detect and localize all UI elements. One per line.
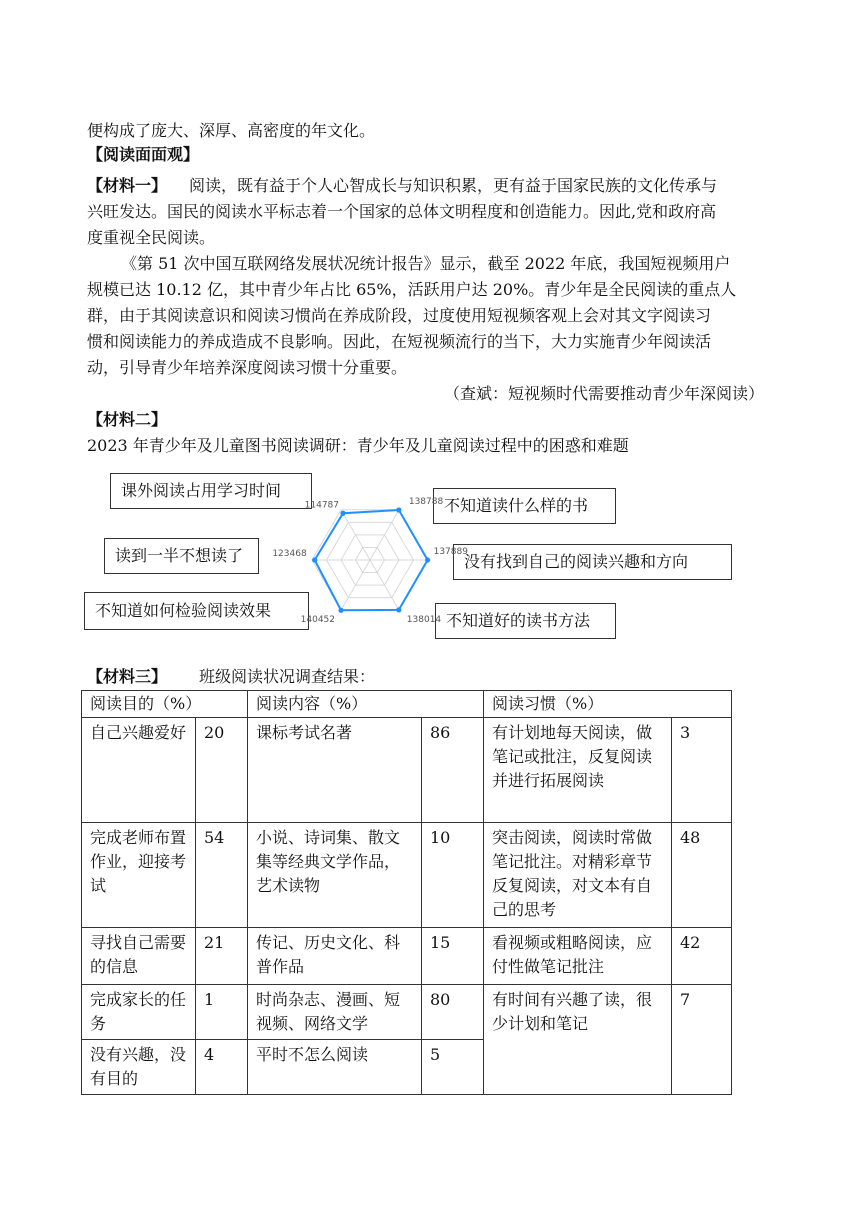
radar-label-what-books: 不知道读什么样的书 xyxy=(433,488,616,524)
material-two-title: 2023 年青少年及儿童图书阅读调研：青少年及儿童阅读过程中的困惑和难题 xyxy=(87,436,629,455)
radar-value-label: 123468 xyxy=(272,549,307,559)
radar-value-label: 114787 xyxy=(304,500,340,511)
content-value: 5 xyxy=(422,1040,484,1095)
purpose-value: 54 xyxy=(196,823,248,928)
habit-text: 突击阅读，阅读时常做笔记批注。对精彩章节反复阅读，对文本有自己的思考 xyxy=(484,823,672,928)
habit-value: 48 xyxy=(672,823,732,928)
radar-point xyxy=(396,607,401,612)
header-purpose: 阅读目的（%） xyxy=(82,691,248,718)
material-one-line-8: 动，引导青少年培养深度阅读习惯十分重要。 xyxy=(87,358,408,377)
purpose-value: 21 xyxy=(196,928,248,985)
header-content: 阅读内容（%） xyxy=(248,691,484,718)
material-three-label: 【材料三】 xyxy=(87,667,168,686)
content-text: 传记、历史文化、科普作品 xyxy=(248,928,422,985)
header-habit: 阅读习惯（%） xyxy=(484,691,732,718)
purpose-value: 1 xyxy=(196,985,248,1040)
material-one-line-2: 兴旺发达。国民的阅读水平标志着一个国家的总体文明程度和创造能力。因此,党和政府高 xyxy=(87,202,717,221)
table-header-row xyxy=(82,691,732,718)
material-three-title: 班级阅读状况调查结果： xyxy=(199,667,376,686)
radar-value-label: 138788 xyxy=(408,496,444,507)
section-title: 【阅读面面观】 xyxy=(87,145,200,164)
material-one-source: （查斌：短视频时代需要推动青少年深阅读） xyxy=(443,384,764,403)
table-row xyxy=(82,823,732,928)
survey-table xyxy=(81,690,732,1095)
material-one-line-5: 规模已达 10.12 亿，其中青少年占比 65%，活跃用户达 20%。青少年是全民阅读的重点人 xyxy=(87,280,737,299)
content-text: 平时不怎么阅读 xyxy=(248,1040,422,1095)
purpose-text: 寻找自己需要的信息 xyxy=(82,928,196,985)
habit-text: 有时间有兴趣了读，很少计划和笔记 xyxy=(484,985,672,1095)
material-one-line-1 xyxy=(87,175,717,197)
habit-text: 有计划地每天阅读，做笔记或批注，反复阅读并进行拓展阅读 xyxy=(484,718,672,823)
radar-value-label: 137889 xyxy=(433,547,468,557)
radar-value-label: 140452 xyxy=(300,615,335,626)
radar-value-label: 138014 xyxy=(406,614,442,625)
purpose-text: 完成家长的任务 xyxy=(82,985,196,1040)
habit-value: 7 xyxy=(672,985,732,1095)
material-one-line-3: 度重视全民阅读。 xyxy=(87,228,216,247)
intro-line: 便构成了庞大、深厚、高密度的年文化。 xyxy=(87,121,376,140)
material-one-text-1: 阅读，既有益于个人心智成长与知识积累，更有益于国家民族的文化传承与 xyxy=(189,176,718,195)
material-three-line xyxy=(87,666,375,688)
purpose-value: 4 xyxy=(196,1040,248,1095)
content-text: 小说、诗词集、散文集等经典文学作品，艺术读物 xyxy=(248,823,422,928)
table-row xyxy=(82,718,732,823)
purpose-value: 20 xyxy=(196,718,248,823)
material-one-line-6: 群，由于其阅读意识和阅读习惯尚在养成阶段，过度使用短视频客观上会对其文字阅读习 xyxy=(87,306,712,325)
content-text: 时尚杂志、漫画、短视频、网络文学 xyxy=(248,985,422,1040)
content-value: 86 xyxy=(422,718,484,823)
purpose-text: 完成老师布置作业，迎接考试 xyxy=(82,823,196,928)
content-value: 15 xyxy=(422,928,484,985)
radar-chart xyxy=(272,480,468,640)
table-row xyxy=(82,985,732,1040)
material-two-label: 【材料二】 xyxy=(87,410,168,429)
purpose-text: 没有兴趣，没有目的 xyxy=(82,1040,196,1095)
radar-label-reading-method: 不知道好的读书方法 xyxy=(435,603,616,639)
material-one-line-4: 《第 51 次中国互联网络发展状况统计报告》显示，截至 2022 年底，我国短视频用户 xyxy=(121,254,731,273)
content-value: 80 xyxy=(422,985,484,1040)
radar-label-no-interest-direction: 没有找到自己的阅读兴趣和方向 xyxy=(453,544,732,580)
radar-point xyxy=(425,557,430,562)
content-value: 10 xyxy=(422,823,484,928)
material-one-line-7: 惯和阅读能力的养成造成不良影响。因此，在短视频流行的当下，大力实施青少年阅读活 xyxy=(87,332,712,351)
radar-point xyxy=(312,557,317,562)
radar-label-study-time: 课外阅读占用学习时间 xyxy=(110,473,312,509)
content-text: 课标考试名著 xyxy=(248,718,422,823)
purpose-text: 自己兴趣爱好 xyxy=(82,718,196,823)
habit-value: 3 xyxy=(672,718,732,823)
material-one-label: 【材料一】 xyxy=(87,176,168,195)
radar-point xyxy=(338,608,343,613)
habit-text: 看视频或粗略阅读，应付性做笔记批注 xyxy=(484,928,672,985)
radar-label-check-effect: 不知道如何检验阅读效果 xyxy=(84,592,309,630)
radar-point xyxy=(340,511,345,516)
table-row xyxy=(82,928,732,985)
radar-label-give-up-halfway: 读到一半不想读了 xyxy=(104,538,259,574)
habit-value: 42 xyxy=(672,928,732,985)
radar-point xyxy=(396,507,401,512)
